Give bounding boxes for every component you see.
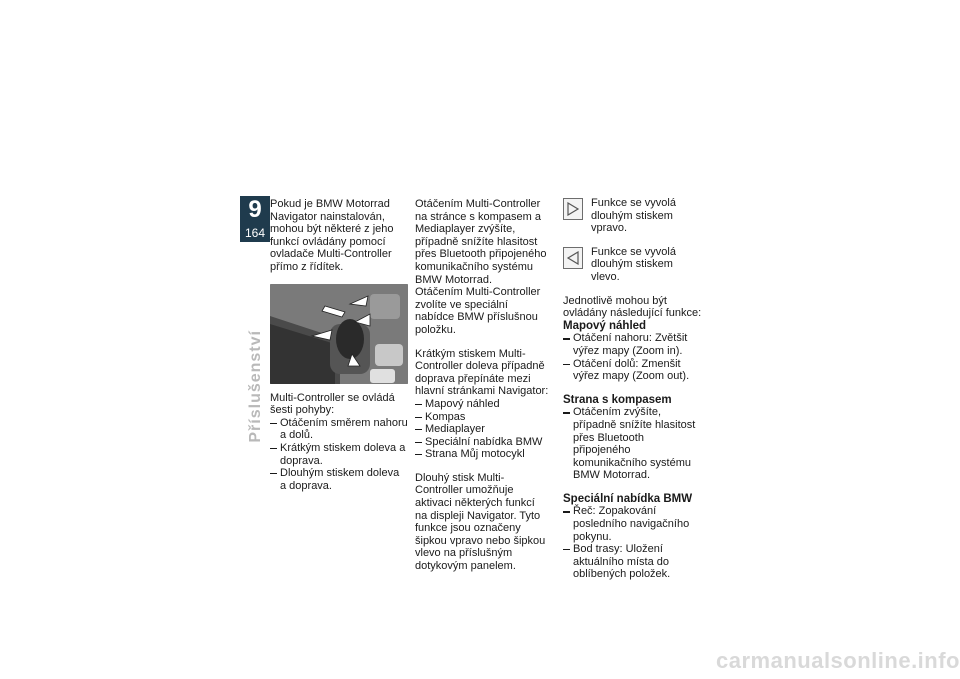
list-item: Kompas — [415, 411, 550, 424]
list-item: Mediaplayer — [415, 423, 550, 436]
multi-controller-illustration — [270, 284, 408, 384]
column-3 — [563, 197, 703, 581]
handlebar-controller-photo — [270, 284, 408, 384]
side-chapter-label: Příslušenství — [247, 330, 264, 443]
section-heading: Speciální nabídka BMW — [563, 492, 693, 505]
list-item: Otáčení dolů: Zmenšit výřez mapy (Zoom out). — [563, 358, 703, 383]
list-item: Speciální nabídka BMW — [415, 436, 550, 449]
paragraph: Krátkým stiskem Multi-Controller doleva případně doprava přepínáte mezi hlavní stránkami Navigator: — [415, 347, 549, 398]
paragraph: Otáčením Multi-Controller zvolíte ve speciální nabídce BMW příslušnou položku. — [415, 286, 541, 336]
section-heading: Strana s kompasem — [563, 393, 672, 406]
paragraph: Dlouhý stisk Multi-Controller umožňuje aktivaci některých funkcí na displeji Navigator. Tyto funkce jsou označeny šipkou vpravo nebo šipkou vlevo na příslušným dotykovým panelem. — [415, 471, 546, 573]
movement-list — [270, 417, 408, 493]
note-text: Funkce se vyvolá dlouhým stiskem vpravo. — [591, 197, 676, 235]
list-item: Mapový náhled — [415, 398, 550, 411]
list-item: Otáčením zvýšíte, případně snížíte hlasitost přes Bluetooth připojeného komunikačního systému BMW Motorrad. — [563, 406, 703, 482]
list-item: Dlouhým stiskem doleva a doprava. — [270, 467, 408, 492]
navigator-pages-list — [415, 398, 550, 461]
list-item: Strana Můj motocykl — [415, 448, 550, 461]
list-item: Otáčením směrem nahoru a dolů. — [270, 417, 408, 442]
section-list — [563, 505, 703, 581]
section-heading: Mapový náhled — [563, 319, 647, 332]
functions-intro: Jednotlivě mohou být ovládány následující funkce: — [563, 294, 702, 320]
list-item: Otáčení nahoru: Zvětšit výřez mapy (Zoom in). — [563, 332, 703, 357]
intro-paragraph: Pokud je BMW Motorrad Navigator nainstalován, mohou být některé z jeho funkcí ovládány pomocí ovladače Multi-Controller přímo z řídítek. — [270, 198, 394, 273]
column-2 — [415, 198, 550, 573]
watermark: carmanualsonline.info — [716, 648, 960, 673]
movements-intro: Multi-Controller se ovládá šesti pohyby: — [270, 391, 395, 417]
list-item: Bod trasy: Uložení aktuálního místa do oblíbených položek. — [563, 543, 703, 581]
chapter-number: 9 — [248, 196, 262, 223]
list-item: Krátkým stiskem doleva a doprava. — [270, 442, 408, 467]
section-list — [563, 406, 703, 482]
note-long-press-right — [563, 197, 703, 235]
page-number: 164 — [244, 226, 266, 240]
arrow-left-icon — [563, 247, 583, 269]
column-1 — [270, 198, 408, 492]
list-item: Řeč: Zopakování posledního navigačního pokynu. — [563, 505, 703, 543]
section-list — [563, 332, 703, 382]
note-long-press-left — [563, 246, 703, 284]
arrow-right-icon — [563, 198, 583, 220]
paragraph: Otáčením Multi-Controller na stránce s kompasem a Mediaplayer zvýšíte, případně snížíte hlasitost přes Bluetooth připojeného komunikačního systému BMW Motorrad. — [415, 198, 547, 286]
note-text: Funkce se vyvolá dlouhým stiskem vlevo. — [591, 245, 676, 283]
